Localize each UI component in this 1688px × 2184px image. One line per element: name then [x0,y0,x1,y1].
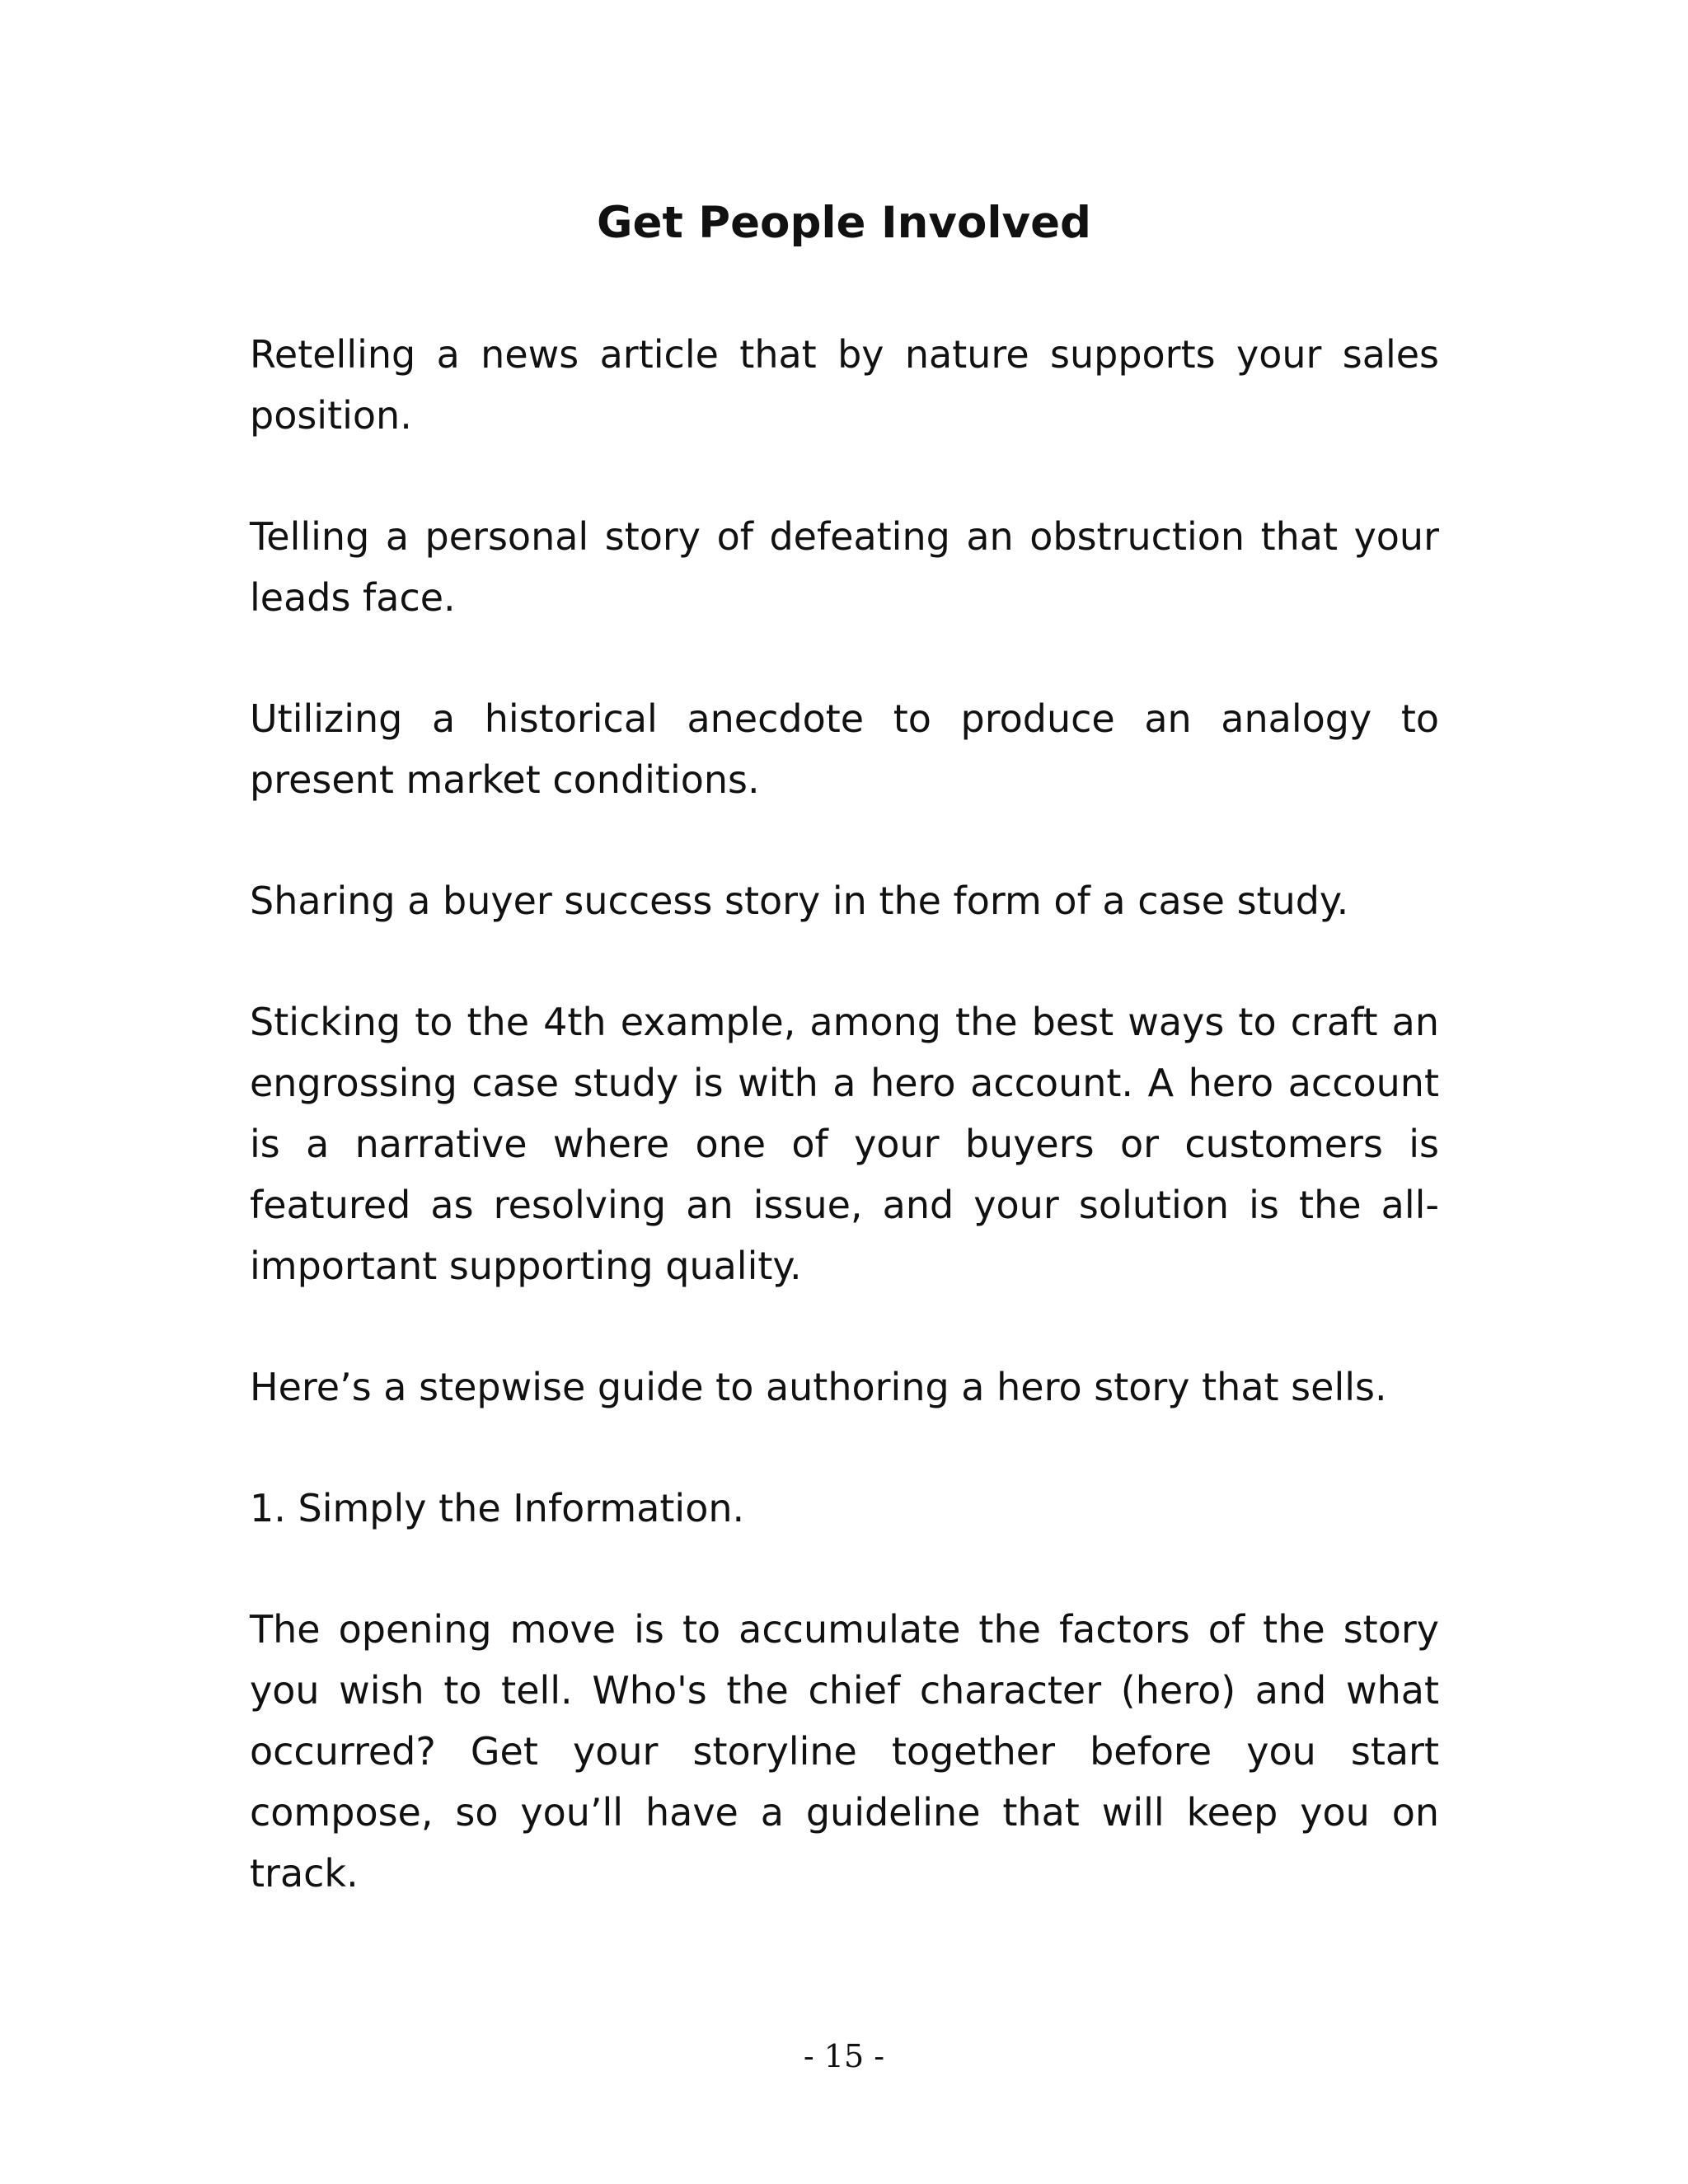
paragraph-hero-account: Sticking to the 4th example, among the best ways to craft an engrossing case study is with a hero account. A hero account is a narrative where one of your buyers or customers is featured as resolving an issue, and your solution is the all-important supporting quality. [250,1000,1439,1288]
body-text [250,324,1439,1964]
paragraph-stepwise-guide: Here’s a stepwise guide to authoring a hero story that sells. [250,1365,1387,1409]
paragraph-opening-move: The opening move is to accumulate the factors of the story you wish to tell. Who's the chief character (hero) and what occurred? Get your storyline together before you start compose, so you’ll have a guideline that will keep you on track. [250,1607,1439,1896]
paragraph-personal-story: Telling a personal story of defeating an obstruction that your leads face. [250,514,1439,620]
page-number: - 15 - [803,2038,885,2074]
page-title: Get People Involved [597,198,1091,248]
step-heading: 1. Simply the Information. [250,1486,745,1530]
paragraph-historical-anecdote: Utilizing a historical anecdote to produce an analogy to present market conditions. [250,696,1439,802]
paragraph-buyer-success-story: Sharing a buyer success story in the form of a case study. [250,879,1349,923]
paragraph-news-article: Retelling a news article that by nature supports your sales position. [250,332,1439,438]
